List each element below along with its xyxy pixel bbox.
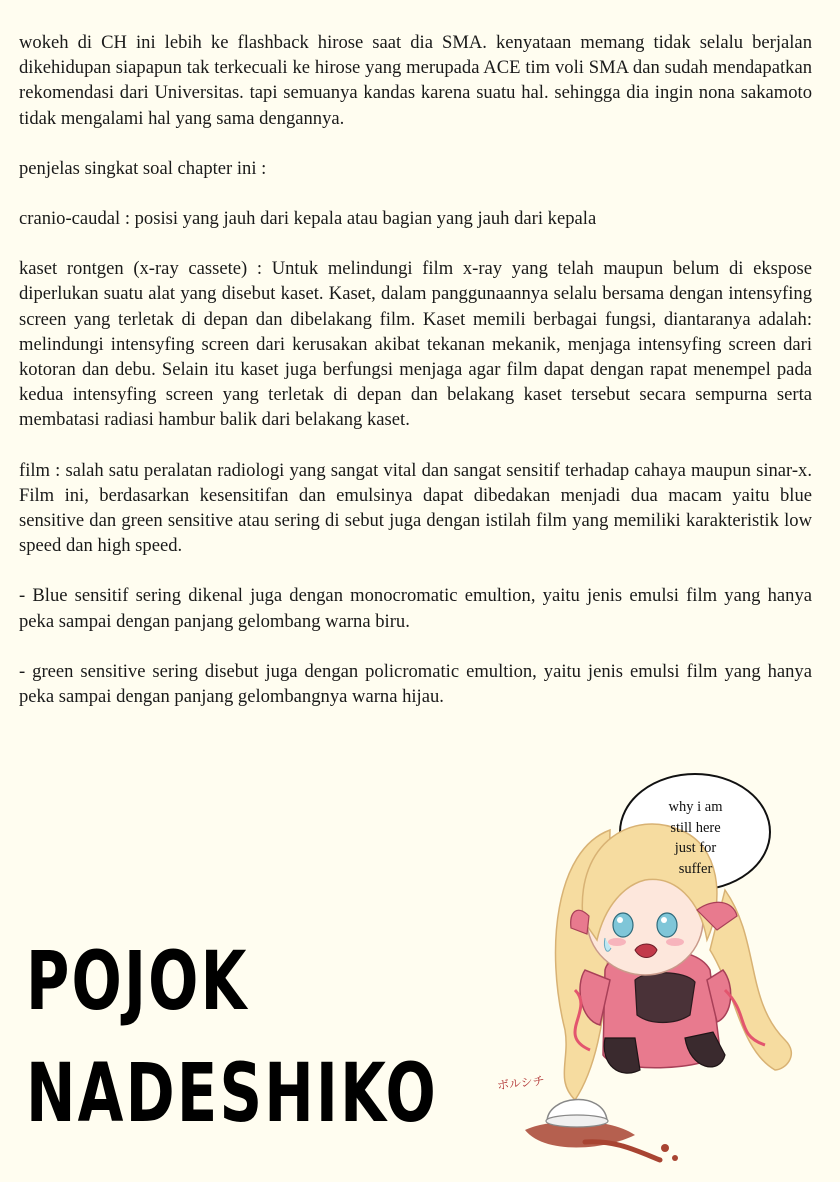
bubble-line: why i am [668, 799, 723, 815]
artist-signature: ボルシチ [496, 1073, 546, 1093]
spilled-bowl [525, 1100, 678, 1161]
title-line-nadeshiko: NADESHIKO [26, 1047, 438, 1141]
note-blue-sensitive: - Blue sensitif sering dikenal juga dengan monocromatic emultion, yaitu jenis emulsi film yang hanya peka sampai dengan panjang gelombang warna biru. [19, 585, 812, 632]
intro-paragraph: wokeh di CH ini lebih ke flashback hirose saat dia SMA. kenyataan memang tidak selalu berjalan dikehidupan siapapun tak terkecuali ke hirose yang merupada ACE tim voli SMA dan sudah mendapatkan rekomendasi dari Universitas. tapi semuanya kandas karena suatu hal. sehingga dia ingin nona sakamoto tidak mengalami hal yang sama dengannya. [19, 32, 812, 129]
chapter-notes-heading: penjelas singkat soal chapter ini : [19, 157, 267, 179]
bubble-line: just for [674, 840, 717, 856]
note-green-sensitive: - green sensitive sering disebut juga dengan policromatic emultion, yaitu jenis emulsi film yang hanya peka sampai dengan panjang gelombangnya warna hijau. [19, 660, 812, 708]
bubble-line: still here [670, 819, 721, 836]
title-line-pojok: POJOK [26, 935, 249, 1029]
bubble-line: suffer [678, 860, 713, 877]
term-film: film : salah satu peralatan radiologi yang sangat vital dan sangat sensitif terhadap cahaya maupun sinar-x. Film ini, berdasarkan kesensitifan dan emulsinya dapat dibedakan menjadi dua macam yaitu blue sensitive dan green sensitive atau sering di sebut juga dengan istilah film yang memiliki karakteristik low speed dan high speed. [19, 459, 812, 557]
term-cranio-caudal: cranio-caudal : posisi yang jauh dari kepala atau bagian yang jauh dari kepala [19, 208, 597, 230]
term-kaset-rontgen: kaset rontgen (x-ray cassete) : Untuk melindungi film x-ray yang telah maupun belum di ekspose diperlukan suatu alat yang disebut kaset. Kaset, dalam panggunaannya selalu bersama dengan intensyfing screen yang terletak di depan dan dibelakang film. Kaset memili berbagai fungsi, diantaranya adalah: melindungi intensyfing screen dari kerusakan akibat tekanan mekanik, menjaga intensyfing screen dari kotoran dan debu. Selain itu kaset juga berfungsi menjaga agar film dapat dengan rapat menempel pada kedua intensyfing screen yang terletak di depan dan belakang kaset tersebut secara sempurna serta membatasi radiasi hambur balik dari belakang kaset. [19, 258, 812, 431]
speech-bubble-text [648, 797, 743, 879]
article-body [19, 30, 812, 734]
